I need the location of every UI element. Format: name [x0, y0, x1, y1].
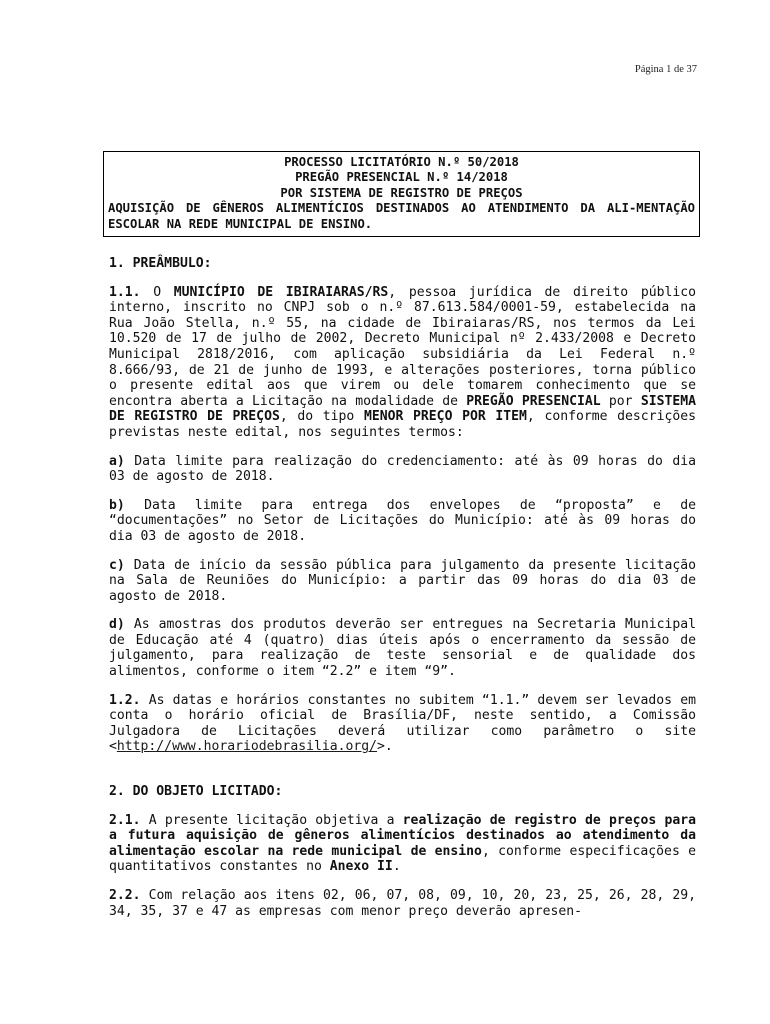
modality-name: PREGÃO PRESENCIAL — [466, 393, 601, 409]
system-name: SISTEMA DE REGISTRO DE PREÇOS — [109, 393, 696, 425]
item-label-c: c) — [109, 557, 125, 573]
section-heading-object: 2. DO OBJETO LICITADO: — [109, 784, 283, 800]
paragraph-a: a) Data limite para realização do credenciamento: até às 09 horas do dia 03 de agosto de 2018. — [109, 453, 696, 485]
registration-system: POR SISTEMA DE REGISTRO DE PREÇOS — [280, 185, 523, 200]
clause-number: 1.2. — [109, 692, 141, 708]
paragraph-b: b) Data limite para entrega dos envelopes de “proposta” e de “documentações” no Setor de Licitações do Município: até às 09 horas do dia 03 de agosto de 2018. — [109, 497, 696, 544]
document-body — [109, 256, 696, 919]
paragraph-2-1: 2.1. A presente licitação objetiva a realização de registro de preços para a futura aquisição de gêneros alimentícios destinados ao atendimento da alimentação escolar na rede municipal de ensino, conforme especificações e quantitativos constantes no Anexo II. — [109, 812, 696, 875]
auction-number: PREGÃO PRESENCIAL N.º 14/2018 — [295, 170, 508, 185]
annex-reference: Anexo II — [329, 859, 393, 875]
process-number: PROCESSO LICITATÓRIO N.º 50/2018 — [284, 155, 519, 169]
procurement-subject: AQUISIÇÃO DE GÊNEROS ALIMENTÍCIOS DESTINADOS AO ATENDIMENTO DA ALI-MENTAÇÃO ESCOLAR NA REDE MUNICIPAL DE ENSINO. — [108, 201, 695, 231]
paragraph-1-1: 1.1. O MUNICÍPIO DE IBIRAIARAS/RS, pessoa jurídica de direito público interno, inscrito no CNPJ sob o n.º 87.613.584/0001-59, estabelecida na Rua João Stella, n.º 55, na cidade de Ibiraiaras/RS, nos termos da Lei 10.520 de 17 de julho de 2002, Decreto Municipal nº 2.433/2008 e Decreto Municipal 2818/2016, com aplicação subsidiária da Lei Federal n.º 8.666/93, de 21 de junho de 1993, e alterações posteriores, torna público o presente edital aos que virem ou dele tomarem conhecimento que se encontra aberta a Licitação na modalidade de PREGÃO PRESENCIAL por SISTEMA DE REGISTRO DE PREÇOS, do tipo MENOR PREÇO POR ITEM, conforme descrições previstas neste edital, nos seguintes termos: — [109, 284, 696, 440]
type-name: MENOR PREÇO POR ITEM — [363, 409, 527, 425]
paragraph-d: d) As amostras dos produtos deverão ser entregues na Secretaria Municipal de Educação até 4 (quatro) dias úteis após o encerramento da sessão de julgamento, para realização de teste sensorial e de qualidade dos alimentos, conforme o item “2.2” e item “9”. — [109, 617, 696, 680]
paragraph-2-2: 2.2. Com relação aos itens 02, 06, 07, 08, 09, 10, 20, 23, 25, 26, 28, 29, 34, 35, 37 e 47 as empresas com menor preço deverão apresen- — [109, 888, 696, 919]
section-heading-preamble: 1. PREÂMBULO: — [109, 256, 212, 271]
page-number: Página 1 de 37 — [634, 64, 697, 75]
item-label-d: d) — [109, 617, 125, 633]
clause-number: 2.2. — [109, 888, 141, 903]
item-label-a: a) — [109, 453, 125, 469]
clause-number: 2.1. — [109, 812, 141, 828]
paragraph-1-2: 1.2. As datas e horários constantes no subitem “1.1.” devem ser levados em conta o horário oficial de Brasília/DF, neste sentido, a Comissão Julgadora de Licitações deverá utilizar como parâmetro o site <http://www.horariodebrasilia.org/>. — [109, 692, 696, 755]
item-label-b: b) — [109, 497, 125, 513]
municipality-name: MUNICÍPIO DE IBIRAIARAS/RS — [173, 284, 389, 300]
brasilia-time-link[interactable]: http://www.horariodebrasilia.org/ — [116, 739, 378, 755]
title-box — [103, 151, 700, 237]
paragraph-c: c) Data de início da sessão pública para julgamento da presente licitação na Sala de Reuniões do Município: a partir das 09 horas do dia 03 de agosto de 2018. — [109, 557, 696, 604]
clause-number: 1.1. — [109, 284, 141, 300]
object-description: realização de registro de preços para a futura aquisição de gêneros alimentícios destinados ao atendimento da alimentação escolar na rede municipal de ensino — [109, 812, 696, 859]
